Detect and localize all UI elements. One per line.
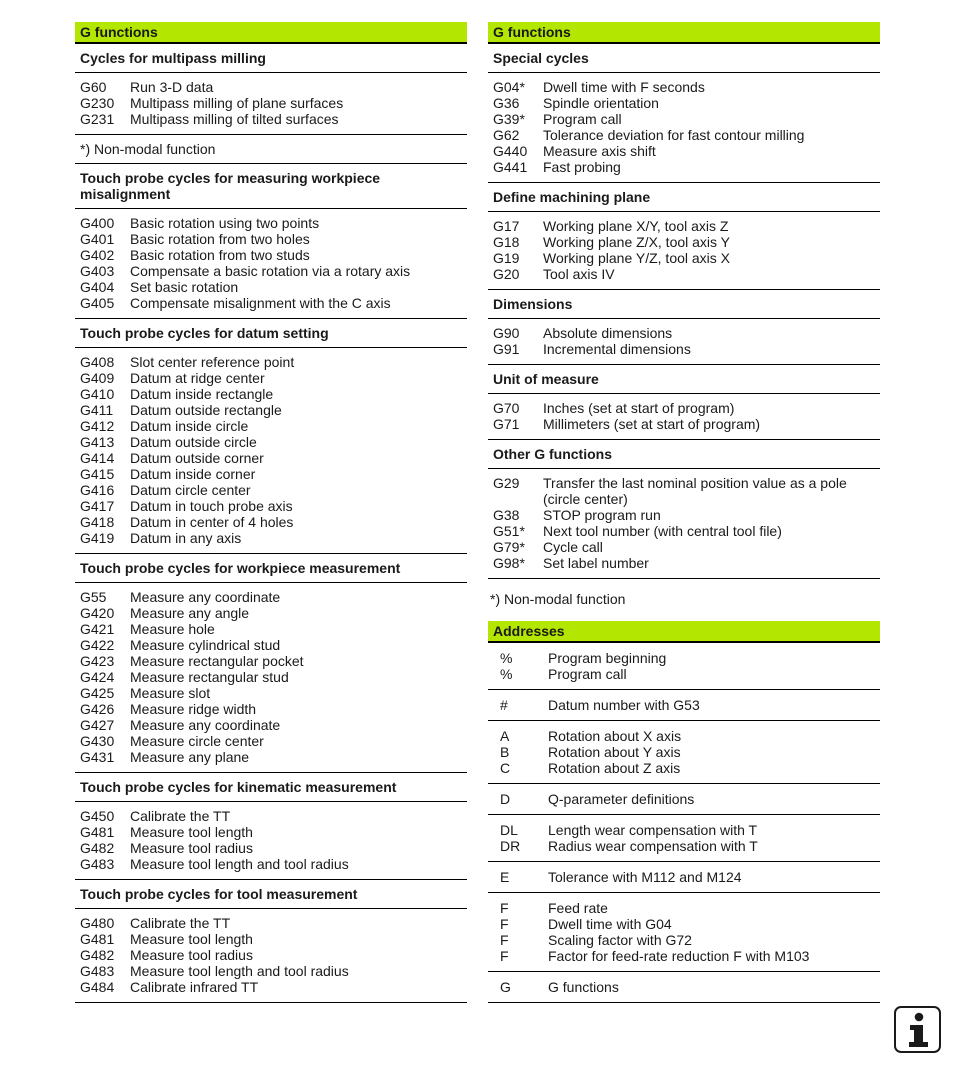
function-code: G440 (493, 143, 528, 159)
function-code: G71 (493, 416, 520, 432)
function-row (75, 605, 467, 621)
address-code: DR (500, 838, 521, 854)
section-title: Touch probe cycles for workpiece measurement (75, 554, 467, 583)
function-code: G413 (80, 434, 115, 450)
function-description: Set basic rotation (130, 279, 239, 295)
function-row (488, 218, 880, 234)
left-column (75, 22, 467, 1003)
function-row (75, 79, 467, 95)
function-row (488, 523, 880, 539)
function-code: G482 (80, 840, 115, 856)
function-code: G424 (80, 669, 115, 685)
function-row (488, 491, 880, 507)
function-description: Tool axis IV (543, 266, 615, 282)
section-title: Other G functions (488, 440, 880, 469)
section-title: Touch probe cycles for kinematic measurement (75, 773, 467, 802)
function-code: G39* (493, 111, 525, 127)
function-row (75, 621, 467, 637)
function-description: Measure rectangular stud (130, 669, 289, 685)
function-row (75, 931, 467, 947)
section-title: Define machining plane (488, 183, 880, 212)
function-code: G418 (80, 514, 115, 530)
right-sections (488, 44, 880, 579)
function-row (75, 386, 467, 402)
function-code: G441 (493, 159, 528, 175)
function-row (75, 514, 467, 530)
function-row (75, 279, 467, 295)
function-description: Next tool number (with central tool file) (543, 523, 782, 539)
section-title: Touch probe cycles for tool measurement (75, 880, 467, 909)
address-groups (488, 643, 880, 1003)
function-code: G483 (80, 963, 115, 979)
function-row (488, 111, 880, 127)
section-title: Unit of measure (488, 365, 880, 394)
function-row (75, 450, 467, 466)
address-row (488, 979, 880, 995)
function-row (75, 669, 467, 685)
function-description: Measure axis shift (543, 143, 656, 159)
function-code: G401 (80, 231, 115, 247)
function-row (75, 963, 467, 979)
address-code: F (500, 916, 509, 932)
function-description: Compensate a basic rotation via a rotary axis (130, 263, 411, 279)
function-code: G423 (80, 653, 115, 669)
function-description: (circle center) (543, 491, 628, 507)
function-row (488, 127, 880, 143)
address-row (488, 822, 880, 838)
function-row (75, 95, 467, 111)
function-description: Datum at ridge center (130, 370, 265, 386)
section-band-addresses: Addresses (488, 621, 880, 643)
address-group (488, 893, 880, 972)
function-row (488, 95, 880, 111)
function-code: G17 (493, 218, 520, 234)
function-code: G405 (80, 295, 115, 311)
address-row (488, 948, 880, 964)
section-title: Cycles for multipass milling (75, 44, 467, 73)
function-row (75, 840, 467, 856)
function-description: Measure any plane (130, 749, 250, 765)
address-description: Rotation about X axis (548, 728, 682, 744)
address-row (488, 760, 880, 776)
function-description: Datum outside circle (130, 434, 257, 450)
function-row (75, 295, 467, 311)
function-code: G62 (493, 127, 520, 143)
function-description: Tolerance deviation for fast contour milling (543, 127, 805, 143)
address-description: Scaling factor with G72 (548, 932, 692, 948)
function-code: G402 (80, 247, 115, 263)
function-row (75, 418, 467, 434)
section-band-g-functions: G functions (75, 22, 467, 44)
address-code: F (500, 948, 509, 964)
function-description: Measure tool length and tool radius (130, 856, 349, 872)
function-description: Datum in any axis (130, 530, 242, 546)
address-description: Program call (548, 666, 627, 682)
function-list (488, 469, 880, 579)
function-row (488, 539, 880, 555)
info-button[interactable] (894, 1006, 941, 1053)
address-description: Program beginning (548, 650, 667, 666)
function-row (75, 434, 467, 450)
function-row (75, 354, 467, 370)
function-code: G410 (80, 386, 115, 402)
function-description: Measure ridge width (130, 701, 257, 717)
right-column (488, 22, 880, 1003)
function-code: G19 (493, 250, 520, 266)
function-list (75, 209, 467, 319)
function-row (488, 325, 880, 341)
function-code: G91 (493, 341, 520, 357)
function-description: Datum inside circle (130, 418, 249, 434)
function-code: G417 (80, 498, 115, 514)
function-code: G230 (80, 95, 115, 111)
address-row (488, 791, 880, 807)
function-code: G400 (80, 215, 115, 231)
address-code: % (500, 666, 513, 682)
function-row (75, 231, 467, 247)
function-description: Working plane Y/Z, tool axis X (543, 250, 731, 266)
function-code: G408 (80, 354, 115, 370)
address-code: A (500, 728, 510, 744)
function-code: G04* (493, 79, 525, 95)
function-row (75, 637, 467, 653)
function-row (75, 215, 467, 231)
function-description: Spindle orientation (543, 95, 659, 111)
function-code: G483 (80, 856, 115, 872)
function-code: G481 (80, 931, 115, 947)
function-list (488, 319, 880, 365)
function-code: G430 (80, 733, 115, 749)
function-code: G425 (80, 685, 115, 701)
function-description: Datum in center of 4 holes (130, 514, 294, 530)
function-description: Dwell time with F seconds (543, 79, 705, 95)
function-row (75, 733, 467, 749)
function-row (75, 589, 467, 605)
function-code: G411 (80, 402, 114, 418)
address-description: Factor for feed-rate reduction F with M103 (548, 948, 810, 964)
function-code: G431 (80, 749, 115, 765)
address-code: F (500, 932, 509, 948)
function-description: Measure tool radius (130, 947, 253, 963)
address-row (488, 744, 880, 760)
function-list (488, 394, 880, 440)
function-list (488, 212, 880, 290)
function-row (75, 856, 467, 872)
function-row (488, 266, 880, 282)
function-code: G419 (80, 530, 115, 546)
address-group (488, 643, 880, 690)
function-code: G414 (80, 450, 115, 466)
function-description: Measure any angle (130, 605, 250, 621)
function-code: G20 (493, 266, 520, 282)
function-row (75, 498, 467, 514)
function-row (75, 824, 467, 840)
function-row (75, 808, 467, 824)
address-code: E (500, 869, 510, 885)
function-description: Datum outside corner (130, 450, 264, 466)
address-row (488, 869, 880, 885)
address-description: Dwell time with G04 (548, 916, 672, 932)
function-row (75, 247, 467, 263)
address-description: Radius wear compensation with T (548, 838, 758, 854)
function-description: Measure cylindrical stud (130, 637, 281, 653)
function-description: Datum circle center (130, 482, 251, 498)
function-code: G55 (80, 589, 107, 605)
section-title: Dimensions (488, 290, 880, 319)
function-description: Cycle call (543, 539, 603, 555)
function-description: Fast probing (543, 159, 621, 175)
function-code: G409 (80, 370, 115, 386)
address-code: C (500, 760, 511, 776)
address-code: # (500, 697, 508, 713)
function-description: Measure rectangular pocket (130, 653, 304, 669)
function-code: G480 (80, 915, 115, 931)
function-row (488, 507, 880, 523)
non-modal-footnote: *) Non-modal function (490, 591, 626, 607)
function-description: Measure tool radius (130, 840, 253, 856)
function-description: Run 3-D data (130, 79, 214, 95)
address-group (488, 815, 880, 862)
function-row (75, 749, 467, 765)
function-description: Incremental dimensions (543, 341, 691, 357)
function-description: Millimeters (set at start of program) (543, 416, 761, 432)
function-description: Working plane Z/X, tool axis Y (543, 234, 731, 250)
function-code: G404 (80, 279, 115, 295)
function-row (75, 111, 467, 127)
address-description: Tolerance with M112 and M124 (548, 869, 742, 885)
address-description: Rotation about Z axis (548, 760, 681, 776)
function-code: G484 (80, 979, 115, 995)
function-code: G90 (493, 325, 520, 341)
section-title: Touch probe cycles for measuring workpiece misalignment (75, 164, 467, 209)
function-code: G426 (80, 701, 115, 717)
function-row (488, 341, 880, 357)
function-code (488, 491, 543, 507)
address-row (488, 900, 880, 916)
function-row (75, 717, 467, 733)
function-code: G420 (80, 605, 115, 621)
function-description: Transfer the last nominal position value as a pole (543, 475, 847, 491)
address-description: Rotation about Y axis (548, 744, 681, 760)
function-row (75, 530, 467, 546)
function-row (75, 402, 467, 418)
function-code: G412 (80, 418, 115, 434)
function-description: Calibrate the TT (130, 915, 231, 931)
function-list (75, 909, 467, 1003)
function-code: G36 (493, 95, 520, 111)
function-code: G421 (80, 621, 115, 637)
function-list (75, 73, 467, 135)
function-code: G70 (493, 400, 520, 416)
section-title: Special cycles (488, 44, 880, 73)
function-description: Measure circle center (130, 733, 264, 749)
function-list (75, 348, 467, 554)
address-group (488, 721, 880, 784)
function-description: Measure hole (130, 621, 215, 637)
function-code: G481 (80, 824, 115, 840)
address-code: F (500, 900, 509, 916)
function-code: G51* (493, 523, 525, 539)
function-row (75, 979, 467, 995)
address-code: B (500, 744, 510, 760)
address-description: Datum number with G53 (548, 697, 700, 713)
function-code: G416 (80, 482, 115, 498)
function-description: Measure tool length (130, 824, 253, 840)
left-sections (75, 44, 467, 1003)
function-description: Multipass milling of tilted surfaces (130, 111, 339, 127)
function-list (75, 583, 467, 773)
function-code: G29 (493, 475, 520, 491)
function-description: Basic rotation from two studs (130, 247, 310, 263)
address-description: Q-parameter definitions (548, 791, 695, 807)
non-modal-footnote: *) Non-modal function (75, 135, 467, 164)
function-row (488, 159, 880, 175)
function-row (75, 263, 467, 279)
address-description: G functions (548, 979, 619, 995)
function-description: Absolute dimensions (543, 325, 673, 341)
function-description: Measure tool length (130, 931, 253, 947)
function-description: Basic rotation from two holes (130, 231, 310, 247)
function-description: Basic rotation using two points (130, 215, 320, 231)
function-description: Calibrate infrared TT (130, 979, 259, 995)
function-code: G422 (80, 637, 115, 653)
function-row (488, 400, 880, 416)
function-description: Measure tool length and tool radius (130, 963, 349, 979)
address-code: DL (500, 822, 518, 838)
function-description: Measure any coordinate (130, 589, 281, 605)
function-list (75, 802, 467, 880)
address-group (488, 690, 880, 721)
function-row (488, 250, 880, 266)
function-description: Datum outside rectangle (130, 402, 282, 418)
address-group (488, 972, 880, 1003)
function-code: G60 (80, 79, 107, 95)
address-group (488, 862, 880, 893)
function-row (75, 915, 467, 931)
function-row (488, 416, 880, 432)
function-description: Multipass milling of plane surfaces (130, 95, 344, 111)
function-description: Datum inside rectangle (130, 386, 274, 402)
function-description: Measure slot (130, 685, 211, 701)
function-description: STOP program run (543, 507, 661, 523)
address-group (488, 784, 880, 815)
address-description: Length wear compensation with T (548, 822, 758, 838)
function-row (75, 685, 467, 701)
address-row (488, 666, 880, 682)
function-code: G231 (80, 111, 115, 127)
function-description: Program call (543, 111, 622, 127)
function-list (488, 73, 880, 183)
address-row (488, 838, 880, 854)
section-title: Touch probe cycles for datum setting (75, 319, 467, 348)
function-code: G482 (80, 947, 115, 963)
address-row (488, 728, 880, 744)
addresses-table (488, 621, 880, 1003)
address-row (488, 697, 880, 713)
function-description: Calibrate the TT (130, 808, 231, 824)
function-description: Slot center reference point (130, 354, 295, 370)
address-row (488, 650, 880, 666)
function-code: G98* (493, 555, 525, 571)
function-description: Compensate misalignment with the C axis (130, 295, 391, 311)
function-row (488, 234, 880, 250)
function-row (488, 143, 880, 159)
function-row (75, 370, 467, 386)
function-description: Working plane X/Y, tool axis Z (543, 218, 729, 234)
function-description: Measure any coordinate (130, 717, 281, 733)
section-band-g-functions: G functions (488, 22, 880, 44)
address-code: G (500, 979, 511, 995)
function-row (488, 79, 880, 95)
function-row (488, 475, 880, 491)
address-description: Feed rate (548, 900, 608, 916)
function-code: G415 (80, 466, 115, 482)
function-code: G79* (493, 539, 525, 555)
function-description: Inches (set at start of program) (543, 400, 735, 416)
function-code: G18 (493, 234, 520, 250)
function-description: Datum inside corner (130, 466, 256, 482)
function-description: Datum in touch probe axis (130, 498, 293, 514)
function-code: G38 (493, 507, 520, 523)
function-row (75, 466, 467, 482)
function-description: Set label number (543, 555, 649, 571)
function-code: G427 (80, 717, 115, 733)
address-code: % (500, 650, 513, 666)
function-row (488, 555, 880, 571)
function-code: G403 (80, 263, 115, 279)
function-row (75, 482, 467, 498)
address-code: D (500, 791, 511, 807)
function-row (75, 947, 467, 963)
address-row (488, 916, 880, 932)
info-icon (903, 1012, 933, 1048)
function-row (75, 701, 467, 717)
function-code: G450 (80, 808, 115, 824)
function-row (75, 653, 467, 669)
address-row (488, 932, 880, 948)
